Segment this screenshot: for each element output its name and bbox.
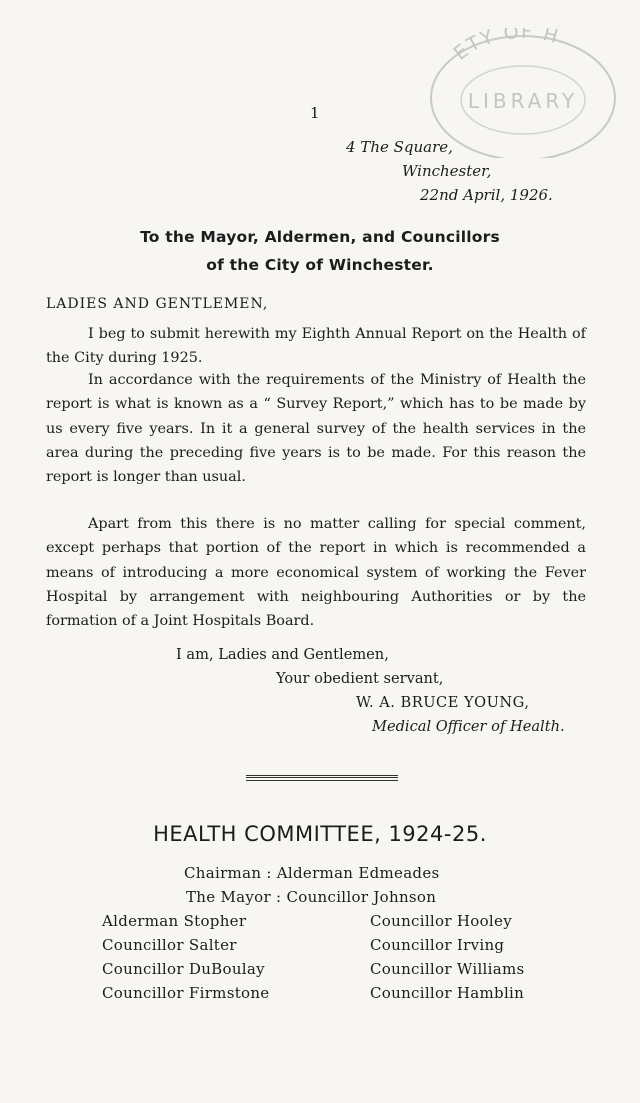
member-left-4: Councillor Firmstone xyxy=(102,984,270,1002)
salutation: LADIES AND GENTLEMEN, xyxy=(46,296,269,312)
addressee-line-1: To the Mayor, Aldermen, and Councillors xyxy=(140,228,500,246)
member-right-4: Councillor Hamblin xyxy=(370,984,525,1002)
signature-title: Medical Officer of Health. xyxy=(372,718,565,735)
member-right-3: Councillor Williams xyxy=(370,960,525,978)
committee-mayor: The Mayor : Councillor Johnson xyxy=(186,888,437,906)
signature: W. A. BRUCE YOUNG, xyxy=(356,694,530,711)
member-right-2: Councillor Irving xyxy=(370,936,505,954)
address-date: 22nd April, 1926. xyxy=(420,186,553,204)
committee-chairman: Chairman : Alderman Edmeades xyxy=(184,864,440,882)
closing-line-1: I am, Ladies and Gentlemen, xyxy=(176,646,389,663)
committee-heading: HEALTH COMMITTEE, 1924-25. xyxy=(153,822,487,846)
address-line-1: 4 The Square, xyxy=(346,138,453,156)
paragraph-2: In accordance with the requirements of the Ministry of Health the report is what is known as a “ Survey Report,” which has to be made by us every five years. In it a general survey of the health services in the area during the preceding five years is to be made. For this reason the report is longer than usual. xyxy=(46,372,586,486)
paragraph-1: I beg to submit herewith my Eighth Annual Report on the Health of the City during 1925. xyxy=(46,326,586,367)
page-number: 1 xyxy=(310,104,320,122)
closing-line-2: Your obedient servant, xyxy=(276,670,444,687)
member-left-2: Councillor Salter xyxy=(102,936,237,954)
stamp-arc-text: ETY OF H xyxy=(449,28,563,65)
stamp-library-text: LIBRARY xyxy=(467,89,579,113)
svg-text:ETY OF H xyxy=(450,28,562,65)
member-right-1: Councillor Hooley xyxy=(370,912,512,930)
divider-rule xyxy=(246,775,398,781)
addressee-line-2: of the City of Winchester. xyxy=(206,256,434,274)
address-line-2: Winchester, xyxy=(402,162,492,180)
member-left-3: Councillor DuBoulay xyxy=(102,960,265,978)
paragraph-3: Apart from this there is no matter calling for special comment, except perhaps that portion of the report in which is recommended a means of introducing a more economical system of working the Fever Hospital by arrangement with neighbouring Authorities or by the formation of a Joint Hospitals Board. xyxy=(46,516,586,630)
member-left-1: Alderman Stopher xyxy=(102,912,247,930)
